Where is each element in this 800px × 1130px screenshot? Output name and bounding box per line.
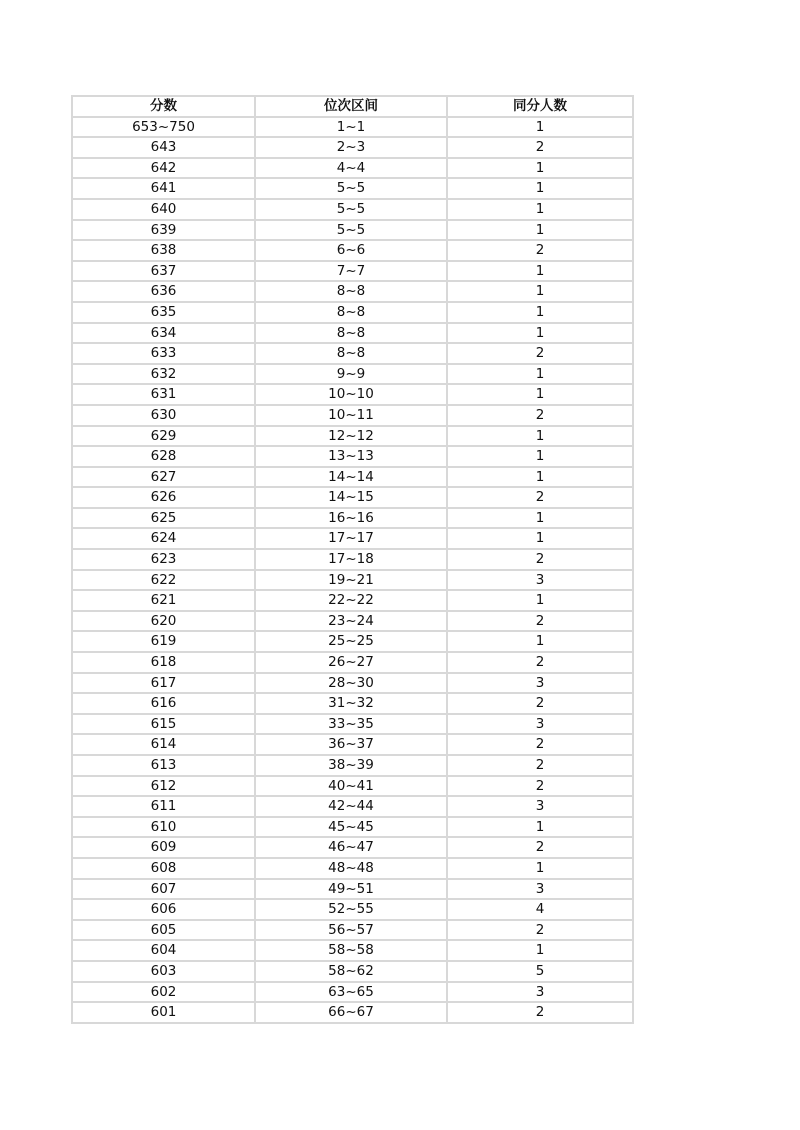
score-rank-sheet [71,95,634,1024]
score-cell: 610 [72,817,255,838]
score-cell: 630 [72,405,255,426]
rank-range-cell: 4~4 [255,158,447,179]
same-score-count-cell: 1 [447,384,633,405]
table-row [72,302,633,323]
score-cell: 636 [72,281,255,302]
rank-range-cell: 5~5 [255,199,447,220]
same-score-count-cell: 1 [447,940,633,961]
same-score-count-cell: 1 [447,199,633,220]
score-cell: 640 [72,199,255,220]
score-cell: 609 [72,837,255,858]
rank-range-cell: 46~47 [255,837,447,858]
table-row [72,879,633,900]
same-score-count-cell: 5 [447,961,633,982]
same-score-count-cell: 2 [447,693,633,714]
same-score-count-cell: 1 [447,158,633,179]
rank-range-cell: 2~3 [255,137,447,158]
table-row [72,528,633,549]
score-cell: 617 [72,673,255,694]
same-score-count-cell: 2 [447,652,633,673]
rank-range-cell: 10~10 [255,384,447,405]
same-score-count-cell: 2 [447,240,633,261]
table-row [72,384,633,405]
rank-range-cell: 17~18 [255,549,447,570]
table-row [72,178,633,199]
score-cell: 625 [72,508,255,529]
table-row [72,405,633,426]
score-cell: 621 [72,590,255,611]
table-row [72,220,633,241]
same-score-count-cell: 3 [447,796,633,817]
score-rank-table [71,95,634,1024]
score-cell: 605 [72,920,255,941]
rank-range-cell: 19~21 [255,570,447,591]
rank-range-cell: 12~12 [255,426,447,447]
same-score-count-cell: 3 [447,673,633,694]
table-body [72,117,633,1023]
score-cell: 643 [72,137,255,158]
rank-range-cell: 28~30 [255,673,447,694]
same-score-count-cell: 2 [447,776,633,797]
score-cell: 624 [72,528,255,549]
same-score-count-cell: 1 [447,426,633,447]
table-row [72,487,633,508]
table-row [72,982,633,1003]
same-score-count-cell: 1 [447,590,633,611]
table-row [72,940,633,961]
rank-range-cell: 49~51 [255,879,447,900]
same-score-count-cell: 3 [447,714,633,735]
score-cell: 619 [72,631,255,652]
table-row [72,364,633,385]
rank-range-cell: 52~55 [255,899,447,920]
rank-range-cell: 8~8 [255,302,447,323]
table-row [72,920,633,941]
score-cell: 626 [72,487,255,508]
table-row [72,508,633,529]
rank-range-cell: 8~8 [255,281,447,302]
table-row [72,858,633,879]
score-cell: 639 [72,220,255,241]
rank-range-cell: 5~5 [255,220,447,241]
table-row [72,240,633,261]
same-score-count-cell: 1 [447,281,633,302]
table-row [72,899,633,920]
score-cell: 608 [72,858,255,879]
score-cell: 631 [72,384,255,405]
same-score-count-cell: 1 [447,528,633,549]
rank-range-cell: 56~57 [255,920,447,941]
score-cell: 628 [72,446,255,467]
same-score-count-cell: 1 [447,631,633,652]
rank-range-cell: 42~44 [255,796,447,817]
table-row [72,611,633,632]
table-row [72,776,633,797]
rank-range-cell: 38~39 [255,755,447,776]
rank-range-cell: 26~27 [255,652,447,673]
table-row [72,261,633,282]
same-score-count-cell: 2 [447,1002,633,1023]
table-row [72,323,633,344]
score-cell: 627 [72,467,255,488]
same-score-count-cell: 4 [447,899,633,920]
rank-range-cell: 63~65 [255,982,447,1003]
same-score-count-cell: 1 [447,858,633,879]
same-score-count-cell: 1 [447,446,633,467]
rank-range-cell: 1~1 [255,117,447,138]
score-cell: 615 [72,714,255,735]
table-row [72,734,633,755]
same-score-count-cell: 1 [447,261,633,282]
same-score-count-cell: 2 [447,487,633,508]
same-score-count-cell: 3 [447,879,633,900]
score-cell: 622 [72,570,255,591]
table-row [72,673,633,694]
table-row [72,549,633,570]
same-score-count-cell: 1 [447,467,633,488]
table-row [72,837,633,858]
score-cell: 638 [72,240,255,261]
score-cell: 653~750 [72,117,255,138]
same-score-count-cell: 1 [447,220,633,241]
rank-range-cell: 40~41 [255,776,447,797]
same-score-count-cell: 2 [447,137,633,158]
score-cell: 618 [72,652,255,673]
rank-range-cell: 13~13 [255,446,447,467]
table-row [72,817,633,838]
rank-range-cell: 22~22 [255,590,447,611]
score-cell: 620 [72,611,255,632]
score-cell: 635 [72,302,255,323]
score-cell: 634 [72,323,255,344]
rank-range-cell: 66~67 [255,1002,447,1023]
same-score-count-cell: 2 [447,755,633,776]
header-rank-range: 位次区间 [255,96,447,117]
rank-range-cell: 8~8 [255,343,447,364]
rank-range-cell: 8~8 [255,323,447,344]
table-row [72,652,633,673]
same-score-count-cell: 2 [447,734,633,755]
rank-range-cell: 33~35 [255,714,447,735]
same-score-count-cell: 2 [447,920,633,941]
rank-range-cell: 14~15 [255,487,447,508]
table-row [72,631,633,652]
score-cell: 613 [72,755,255,776]
score-cell: 604 [72,940,255,961]
rank-range-cell: 23~24 [255,611,447,632]
same-score-count-cell: 3 [447,570,633,591]
score-cell: 623 [72,549,255,570]
rank-range-cell: 17~17 [255,528,447,549]
table-row [72,199,633,220]
same-score-count-cell: 2 [447,837,633,858]
rank-range-cell: 14~14 [255,467,447,488]
table-row [72,467,633,488]
rank-range-cell: 6~6 [255,240,447,261]
score-cell: 637 [72,261,255,282]
same-score-count-cell: 1 [447,178,633,199]
table-row [72,755,633,776]
header-score: 分数 [72,96,255,117]
table-row [72,446,633,467]
table-row [72,343,633,364]
score-cell: 614 [72,734,255,755]
same-score-count-cell: 2 [447,611,633,632]
same-score-count-cell: 3 [447,982,633,1003]
rank-range-cell: 31~32 [255,693,447,714]
table-row [72,570,633,591]
table-row [72,961,633,982]
table-row [72,281,633,302]
rank-range-cell: 25~25 [255,631,447,652]
score-cell: 629 [72,426,255,447]
score-cell: 633 [72,343,255,364]
same-score-count-cell: 1 [447,364,633,385]
rank-range-cell: 45~45 [255,817,447,838]
score-cell: 642 [72,158,255,179]
score-cell: 632 [72,364,255,385]
same-score-count-cell: 2 [447,343,633,364]
table-row [72,590,633,611]
rank-range-cell: 48~48 [255,858,447,879]
score-cell: 601 [72,1002,255,1023]
header-same-score-count: 同分人数 [447,96,633,117]
rank-range-cell: 58~58 [255,940,447,961]
score-cell: 611 [72,796,255,817]
rank-range-cell: 5~5 [255,178,447,199]
table-row [72,158,633,179]
table-row [72,693,633,714]
score-cell: 641 [72,178,255,199]
table-row [72,426,633,447]
same-score-count-cell: 1 [447,508,633,529]
same-score-count-cell: 2 [447,405,633,426]
rank-range-cell: 58~62 [255,961,447,982]
score-cell: 607 [72,879,255,900]
same-score-count-cell: 1 [447,817,633,838]
rank-range-cell: 36~37 [255,734,447,755]
rank-range-cell: 9~9 [255,364,447,385]
rank-range-cell: 7~7 [255,261,447,282]
table-row [72,796,633,817]
score-cell: 603 [72,961,255,982]
rank-range-cell: 16~16 [255,508,447,529]
score-cell: 616 [72,693,255,714]
score-cell: 612 [72,776,255,797]
table-row [72,1002,633,1023]
header-row [72,96,633,117]
table-row [72,137,633,158]
score-cell: 606 [72,899,255,920]
table-row [72,117,633,138]
same-score-count-cell: 2 [447,549,633,570]
table-row [72,714,633,735]
same-score-count-cell: 1 [447,302,633,323]
score-cell: 602 [72,982,255,1003]
same-score-count-cell: 1 [447,117,633,138]
same-score-count-cell: 1 [447,323,633,344]
rank-range-cell: 10~11 [255,405,447,426]
